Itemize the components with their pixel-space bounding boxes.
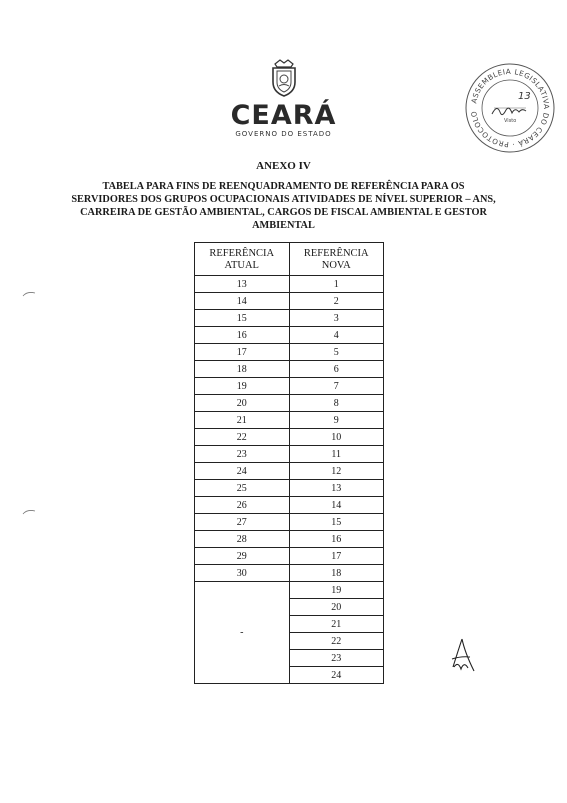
table-row — [195, 310, 384, 327]
cell-nova: 10 — [289, 429, 384, 446]
cell-nova: 5 — [289, 344, 384, 361]
table-row — [195, 412, 384, 429]
cell-atual: 13 — [195, 276, 290, 293]
cell-atual-blank: - — [195, 582, 290, 684]
table-row — [195, 582, 384, 599]
cell-atual: 25 — [195, 480, 290, 497]
cell-atual: 23 — [195, 446, 290, 463]
brand-subtitle: GOVERNO DO ESTADO — [235, 130, 332, 138]
cell-nova: 20 — [289, 599, 384, 616]
header-referencia-atual: REFERÊNCIA ATUAL — [195, 243, 290, 276]
signature-initials — [448, 637, 478, 675]
reference-table — [194, 242, 384, 684]
table-row — [195, 514, 384, 531]
cell-nova: 17 — [289, 548, 384, 565]
cell-atual: 29 — [195, 548, 290, 565]
table-row — [195, 344, 384, 361]
table-row — [195, 429, 384, 446]
cell-atual: 22 — [195, 429, 290, 446]
table-row — [195, 531, 384, 548]
table-row — [195, 293, 384, 310]
table-row — [195, 446, 384, 463]
table-row — [195, 480, 384, 497]
cell-nova: 12 — [289, 463, 384, 480]
header-referencia-nova: REFERÊNCIA NOVA — [289, 243, 384, 276]
cell-atual: 26 — [195, 497, 290, 514]
cell-nova: 11 — [289, 446, 384, 463]
cell-nova: 15 — [289, 514, 384, 531]
table-row — [195, 361, 384, 378]
cell-atual: 27 — [195, 514, 290, 531]
protocol-stamp — [464, 62, 556, 154]
cell-nova: 23 — [289, 650, 384, 667]
cell-nova: 18 — [289, 565, 384, 582]
cell-atual: 21 — [195, 412, 290, 429]
cell-nova: 2 — [289, 293, 384, 310]
margin-mark — [22, 508, 36, 516]
table-row — [195, 463, 384, 480]
table-row — [195, 327, 384, 344]
cell-nova: 3 — [289, 310, 384, 327]
cell-nova: 16 — [289, 531, 384, 548]
cell-atual: 17 — [195, 344, 290, 361]
cell-atual: 19 — [195, 378, 290, 395]
cell-nova: 6 — [289, 361, 384, 378]
cell-atual: 15 — [195, 310, 290, 327]
stamp-ring-text: ASSEMBLEIA LEGISLATIVA DO CEARÁ · PROTOCOLO — [469, 66, 552, 150]
cell-atual: 30 — [195, 565, 290, 582]
cell-atual: 18 — [195, 361, 290, 378]
cell-nova: 19 — [289, 582, 384, 599]
stamp-number: 13 — [518, 91, 531, 102]
cell-nova: 9 — [289, 412, 384, 429]
cell-nova: 4 — [289, 327, 384, 344]
cell-atual: 14 — [195, 293, 290, 310]
cell-atual: 20 — [195, 395, 290, 412]
table-row — [195, 395, 384, 412]
margin-mark — [22, 290, 36, 298]
table-row — [195, 565, 384, 582]
annex-heading: ANEXO IV — [256, 160, 311, 172]
cell-nova: 22 — [289, 633, 384, 650]
cell-nova: 21 — [289, 616, 384, 633]
cell-nova: 24 — [289, 667, 384, 684]
cell-nova: 14 — [289, 497, 384, 514]
document-title: TABELA PARA FINS DE REENQUADRAMENTO DE REFERÊNCIA PARA OS SERVIDORES DOS GRUPOS OCUPACIONAIS ATIVIDADES DE NÍVEL SUPERIOR – ANS, CARREIRA DE GESTÃO AMBIENTAL, CARGOS DE FISCAL AMBIENTAL E GESTOR AMBIENTAL — [71, 181, 496, 231]
cell-nova: 7 — [289, 378, 384, 395]
cell-nova: 8 — [289, 395, 384, 412]
table-row — [195, 497, 384, 514]
table-row — [195, 548, 384, 565]
state-coat-of-arms-icon — [267, 58, 301, 98]
cell-nova: 13 — [289, 480, 384, 497]
cell-atual: 24 — [195, 463, 290, 480]
cell-atual: 16 — [195, 327, 290, 344]
table-row — [195, 378, 384, 395]
brand-name: CEARÁ — [230, 100, 337, 131]
table-row — [195, 276, 384, 293]
cell-nova: 1 — [289, 276, 384, 293]
cell-atual: 28 — [195, 531, 290, 548]
stamp-visto: Visto — [504, 118, 517, 124]
